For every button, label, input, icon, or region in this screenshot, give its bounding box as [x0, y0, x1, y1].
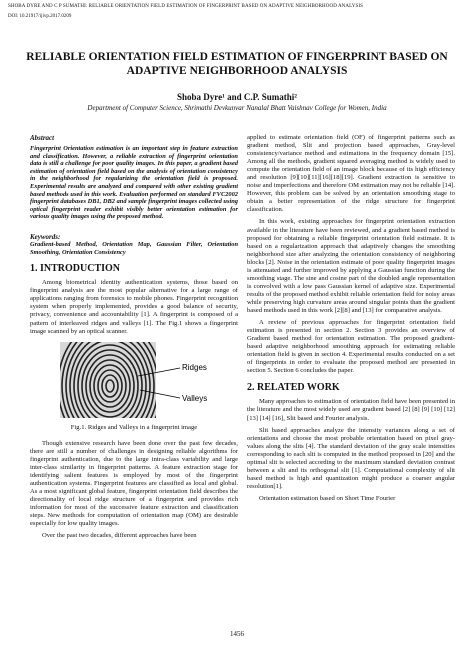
running-header: SHOBA DYRE AND C P SUMATHI: RELIABLE ORIENTATION FIELD ESTIMATION OF FINGERPRINT BASED ON ADAPTIVE NEIGHBORHOOD ANALYSIS: [8, 4, 363, 9]
fingerprint-image: [30, 340, 238, 420]
valleys-label: Valleys: [182, 393, 208, 403]
keywords-heading: Keywords:: [30, 232, 61, 241]
abstract-text: Fingerprint Orientation estimation is an important step in feature extraction and classification. However, a reliable extraction of fingerprint orientation data is still a challenge for poor quality images. In this paper, a gradient based estimation of orientation field based on the analysis of orientation consistency in the neighborhood for regularizing the orientation field is proposed. Experimental results are analyzed and compared with other existing gradient based methods used in this work. Evaluation performed on standard FVC2002 fingerprint databases DB1, DB2 and sample fingerprint images collected using optical fingerprint reader exhibit visibly better orientation estimation for various quality images using the proposed method.: [30, 145, 238, 221]
right-paragraph-6: Orientation estimation based on Short Time Fourier: [259, 494, 396, 502]
right-paragraph-2: In this work, existing approaches for fingerprint orientation extraction available in the literature have been reviewed, and a gradient based method is proposed for obtaining a reliable fingerprint orientation field estimate. It is based on a regularization approach that adaptively changes the smoothing neighborhood size after analyzing the orientation consistency of neighboring blocks [2]. Noise in the orientation estimate of poor quality fingerprint images is attenuated and further improved by applying a Gaussian function during the smoothing stage. The sine and cosine part of the doubled angle representation is convolved with a low pass Gaussian kernel of adaptive size. Experimental results of the proposed method exhibit reliable orientation field for noisy areas while preserving high curvature areas around singular points than the gradient based methods used in this work [2][8] and [13] for comparative analysis.: [247, 218, 455, 314]
right-paragraph-3: A review of previous approaches for fingerprint orientation field estimation is presented in section 2. Section 3 provides an overview of Gradient based method for orientation estimation. The proposed gradient-based adaptive neighborhood smoothing approach for estimating reliable orientation field is given in section 4. Experimental results conducted on a set of fingerprints in order to evaluate the proposed method are presented in section 5. Section 6 concludes the paper.: [247, 319, 455, 375]
related-work-heading: 2. RELATED WORK: [247, 382, 340, 394]
keywords-text: Gradient-based Method, Orientation Map, Gaussian Filter, Orientation Smoothing, Orientation Consistency: [30, 241, 238, 256]
right-paragraph-1: applied to estimate orientation field (OF) of fingerprint patterns such as gradient method, Slit and projection based approaches, Gray-level consistency/variance method and estimations in the frequency domain [15]. Among all the methods, gradient squared averaging method is widely used to compute the orientation field of an image block because of its high efficiency and resolution [9][10][11][16][18][19]. Gradient extraction is sensitive to noise and imperfections and therefore OM estimation may not be reliable [14]. However, this problem can be solved by an orientation smoothing stage to obtain a better representation of the ridge structure for fingerprint classification.: [247, 134, 455, 214]
authors: Shoba Dyre¹ and C.P. Sumathi²: [177, 92, 297, 102]
doi: DOI: 10.21917/ijivp.2017.0209: [8, 14, 72, 19]
paper-title: RELIABLE ORIENTATION FIELD ESTIMATION OF FINGERPRINT BASED ON ADAPTIVE NEIGHBORHOOD ANALYSIS: [26, 51, 448, 77]
right-column: [247, 134, 455, 507]
intro-paragraph-2: Though extensive research have been done over the past few decades, there are still a number of challenges in designing reliable algorithms for fingerprint authentication, due to the large intra-class variability and large inter-class similarity in fingerprint patterns. A feature extraction stage for identifying salient features is employed by most of the fingerprint authentication systems. Fingerprint features are classified as local and global. As a most significant global feature, fingerprint orientation field describes the directionality of local ridge structure of a fingerprint and provides rich information for most of the successive feature extraction and classification steps. New methods for computation of orientation map (OM) are desirable especially for low quality images.: [30, 439, 238, 528]
abstract-heading: Abstract: [30, 134, 55, 142]
left-column: [30, 134, 238, 544]
figure-1: [30, 340, 238, 420]
right-paragraph-4: Many approaches to estimation of orientation field have been presented in the literature and the most widely used are gradient based [2] [8] [9] [10] [12] [13] [14] [16], Slit based and Fourier analysis.: [247, 398, 455, 422]
figure-1-caption: Fig.1. Ridges and Valleys in a fingerprint image: [70, 423, 198, 431]
intro-heading: 1. INTRODUCTION: [30, 263, 121, 275]
intro-paragraph-3: Over the past two decades, different approaches have been: [42, 532, 197, 540]
affiliation: Department of Computer Science, Shrimathi Devkunvar Nanalal Bhatt Vaishnav College for Women, India: [87, 104, 387, 112]
page-number: 1456: [230, 630, 244, 638]
ridges-label: Ridges: [182, 362, 207, 372]
right-paragraph-5: Slit based approaches analyze the intensity variances along a set of orientations and choose the most probable orientation based on pixel gray-values along the slits [4]. The standard deviation of the gray scale intensities corresponding to each slit is computed in the method proposed in [20] and the optimal slit is selected according to the maximum standard deviation contrast between a slit and its orthogonal slit [1]. Computational complexity of slit based method is high and quantization might produce a coarser angular resolution[1].: [247, 426, 455, 490]
intro-paragraph-1: Among biometrical identity authentication systems, those based on fingerprint analysis are the most popular alternative for a large range of applications ranging from forensics to mobile phones. Fingerprint recognition system when properly implemented, provides a good balance of security, privacy, convenience and accountability [1]. A fingerprint is composed of a pattern of interleaved ridges and valleys [1]. The Fig.1 shows a fingerprint image scanned by an optical scanner.: [30, 279, 238, 335]
